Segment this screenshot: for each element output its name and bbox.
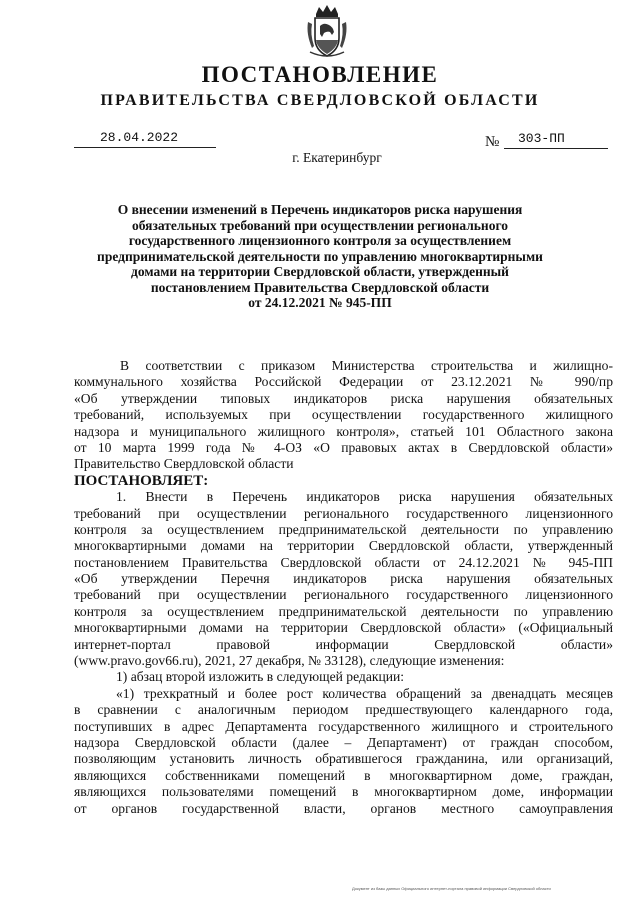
item1-line: постановлением Правительства Свердловской области от 24.12.2021 № 945-ПП	[74, 554, 613, 570]
item1-line: многоквартирными домами на территории Свердловской области» («Официальный	[74, 620, 613, 636]
document-date: 28.04.2022	[74, 130, 216, 148]
quote-line: поступивших в адрес Департамента государственного жилищного и строительного	[74, 718, 613, 734]
item1-line: требований при осуществлении регионального государственного лицензионного	[74, 505, 613, 521]
issuing-authority: ПРАВИТЕЛЬСТВА СВЕРДЛОВСКОЙ ОБЛАСТИ	[100, 92, 540, 109]
title-line: от 24.12.2021 № 945-ПП	[248, 295, 392, 310]
item1-line: 1. Внести в Перечень индикаторов риска нарушения обязательных	[116, 489, 613, 505]
item1-line: интернет-портал правовой информации Свердловской области»	[74, 636, 613, 652]
preamble-line: требований, используемых при осуществлении государственного жилищного	[74, 407, 613, 423]
title-line: домами на территории Свердловской области, утвержденный	[131, 264, 509, 279]
footer-note: Документ из базы данных Официального интернет-портала правовой информации Свердловской области	[352, 886, 551, 891]
title-line: постановлением Правительства Свердловской области	[150, 279, 490, 295]
title-line: предпринимательской деятельности по управлению многоквартирными	[97, 248, 543, 264]
quote-line: являющихся собственниками помещений в многоквартирном доме, граждан,	[74, 767, 613, 783]
title-line: государственного лицензионного контроля за осуществлением	[128, 233, 512, 248]
city-line: г. Екатеринбург	[292, 150, 382, 165]
quote-line: «1) трехкратный и более рост количества обращений за двенадцать месяцев	[116, 685, 613, 701]
quote-line: от органов государственной власти, органов местного самоуправления	[74, 800, 613, 816]
title-line: обязательных требований при осуществлении регионального	[131, 217, 509, 233]
preamble-line: «Об утверждении типовых индикаторов риска нарушения обязательных	[74, 390, 613, 406]
title-line: О внесении изменений в Перечень индикаторов риска нарушения	[117, 202, 523, 217]
quote-line: являющихся пользователями помещений в многоквартирном доме, информации	[74, 784, 613, 800]
document-body	[74, 358, 613, 817]
decree-word: ПОСТАНОВЛЯЕТ:	[74, 472, 209, 489]
document-title	[90, 202, 550, 311]
preamble-line: Правительство Свердловской области	[74, 456, 294, 472]
preamble-line: коммунального хозяйства Российской Федерации от 23.12.2021 № 990/пр	[74, 374, 613, 390]
document-type-heading: ПОСТАНОВЛЕНИЕ	[201, 62, 439, 87]
preamble-line: В соответствии с приказом Министерства строительства и жилищно-	[120, 358, 613, 373]
preamble-line: надзора и муниципального жилищного контроля», статьей 101 Областного закона	[74, 423, 613, 439]
quote-line: надзора Свердловской области (далее – Департамент) от граждан способом,	[74, 734, 613, 750]
item1-line: «Об утверждении Перечня индикаторов риска нарушения обязательных	[74, 571, 613, 587]
number-sign: №	[485, 134, 500, 150]
coat-of-arms-icon	[304, 4, 350, 60]
item1-line: многоквартирными домами на территории Свердловской области, утвержденный	[74, 538, 613, 554]
preamble-line: от 10 марта 1999 года № 4-ОЗ «О правовых актах в Свердловской области»	[74, 439, 613, 455]
quote-line: в сравнении с аналогичным периодом предшествующего календарного года,	[74, 702, 613, 718]
subitem-line: 1) абзац второй изложить в следующей редакции:	[116, 669, 405, 685]
item1-line: контроля за осуществлением предпринимательской деятельности по управлению	[74, 603, 613, 619]
item1-line: требований при осуществлении регионального государственного лицензионного	[74, 587, 613, 603]
document-number: 303-ПП	[504, 131, 608, 149]
quote-line: позволяющим установить личность обратившегося гражданина, или организаций,	[74, 751, 613, 767]
item1-line: (www.pravo.gov66.ru), 2021, 27 декабря, № 33128), следующие изменения:	[74, 653, 505, 669]
item1-line: контроля за осуществлением предпринимательской деятельности по управлению	[74, 521, 613, 537]
